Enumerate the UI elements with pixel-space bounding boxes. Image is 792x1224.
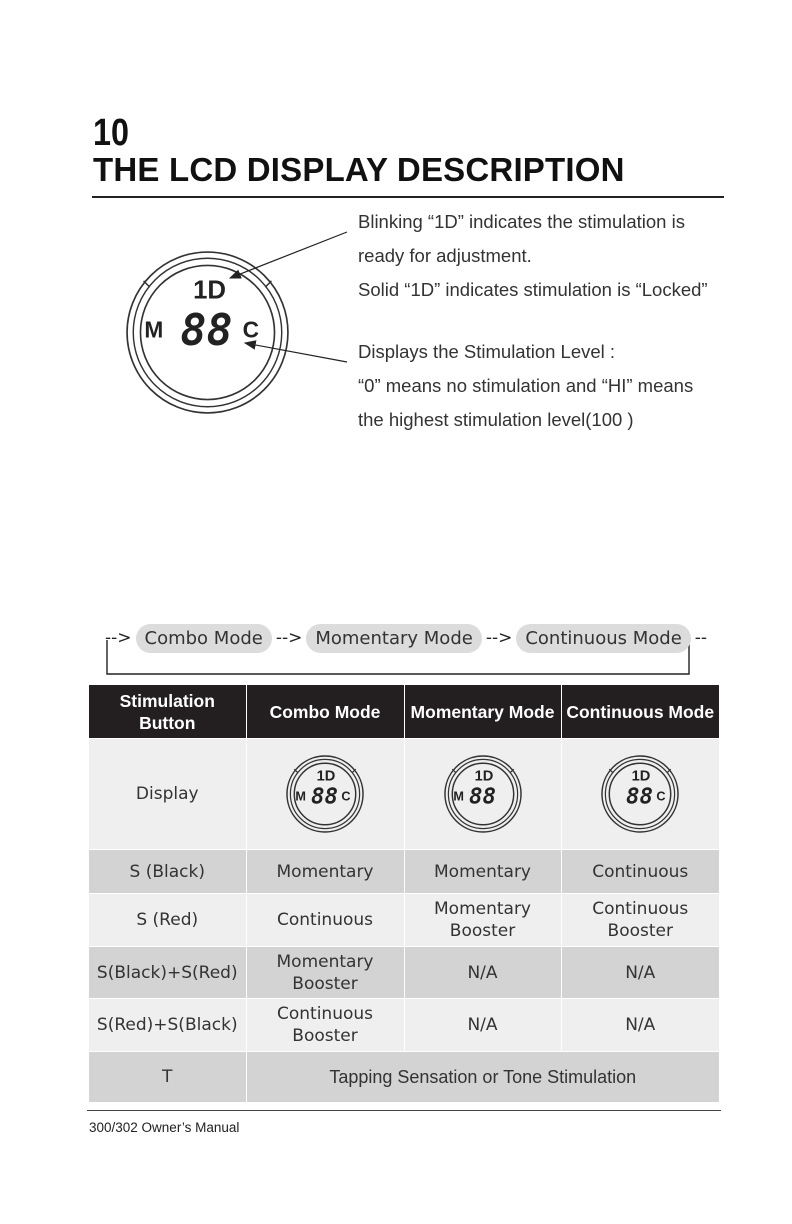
table-row-display [89, 739, 719, 850]
lcd-combo-icon [286, 755, 364, 833]
row-label: S(Red)+S(Black) [89, 999, 246, 1052]
cycle-arrow: --> [105, 628, 132, 648]
description-line: Solid “1D” indicates stimulation is “Locked” [358, 279, 708, 300]
cell-momentary: Momentary Booster [404, 894, 561, 947]
table-row [89, 999, 719, 1052]
description-line: “0” means no stimulation and “HI” means [358, 375, 694, 396]
row-label: S (Black) [89, 850, 246, 894]
lcd-mode-letter-m: M [144, 316, 164, 343]
svg-text:M: M [295, 789, 306, 804]
cell-momentary: N/A [404, 999, 561, 1052]
lcd-mode-letter-c: C [242, 316, 259, 343]
svg-text:1D: 1D [474, 768, 493, 785]
cell-momentary: Momentary [404, 850, 561, 894]
mode-pill-momentary: Momentary Mode [306, 624, 481, 653]
header-continuous-mode: Continuous Mode [561, 685, 719, 739]
header-combo-mode: Combo Mode [246, 685, 404, 739]
header-momentary-mode: Momentary Mode [404, 685, 561, 739]
page-title: THE LCD DISPLAY DESCRIPTION [93, 151, 625, 188]
description-level [358, 335, 738, 437]
cell-continuous: N/A [561, 999, 719, 1052]
lcd-continuous-icon [601, 755, 679, 833]
svg-text:C: C [341, 789, 351, 804]
cell-combo: Momentary Booster [246, 947, 404, 999]
cycle-arrow: --> [275, 628, 303, 648]
svg-text:1D: 1D [316, 768, 336, 785]
description-line: Displays the Stimulation Level : [358, 341, 616, 362]
cell-combo: Continuous Booster [246, 999, 404, 1052]
cell-continuous: N/A [561, 947, 719, 999]
svg-text:88: 88 [468, 783, 496, 810]
mode-pill-combo: Combo Mode [136, 624, 272, 653]
svg-text:M: M [452, 789, 464, 804]
cell-combo: Momentary [246, 850, 404, 894]
row-label: S(Black)+S(Red) [89, 947, 246, 999]
stimulation-mode-table [89, 685, 719, 1102]
svg-text:88: 88 [626, 783, 654, 810]
header-stimulation-button: Stimulation Button [89, 685, 246, 739]
row-label: S (Red) [89, 894, 246, 947]
table-row-t [89, 1052, 719, 1103]
svg-text:1D: 1D [631, 768, 651, 785]
svg-text:C: C [656, 789, 666, 804]
display-cell-combo [246, 739, 404, 850]
table-row [89, 894, 719, 947]
footer-text: 300/302 Owner’s Manual [89, 1120, 240, 1135]
description-line: Blinking “1D” indicates the stimulation is [358, 211, 685, 232]
cell-continuous: Continuous Booster [561, 894, 719, 947]
lcd-display-illustration [125, 250, 290, 415]
lcd-top-label: 1D [193, 276, 227, 305]
row-label: Display [89, 739, 246, 850]
table-row [89, 850, 719, 894]
cycle-arrow: --> [485, 628, 513, 648]
description-line: ready for adjustment. [358, 245, 532, 266]
cycle-arrow: -- [694, 628, 708, 648]
svg-text:88: 88 [311, 783, 339, 810]
display-cell-momentary [404, 739, 561, 850]
row-label: T [89, 1052, 246, 1103]
lcd-level-digits: 88 [180, 305, 233, 356]
cell-continuous: Continuous [561, 850, 719, 894]
title-divider [92, 196, 724, 198]
section-number: 10 [93, 112, 129, 154]
display-cell-continuous [561, 739, 719, 850]
table-row [89, 947, 719, 999]
mode-cycle [105, 618, 707, 658]
description-1d [358, 205, 738, 307]
description-line: the highest stimulation level(100 ) [358, 409, 634, 430]
lcd-momentary-icon [444, 755, 522, 833]
cell-momentary: N/A [404, 947, 561, 999]
cell-combo: Continuous [246, 894, 404, 947]
mode-pill-continuous: Continuous Mode [516, 624, 690, 653]
cell-tapping: Tapping Sensation or Tone Stimulation [246, 1052, 719, 1103]
footer-divider [87, 1110, 721, 1111]
